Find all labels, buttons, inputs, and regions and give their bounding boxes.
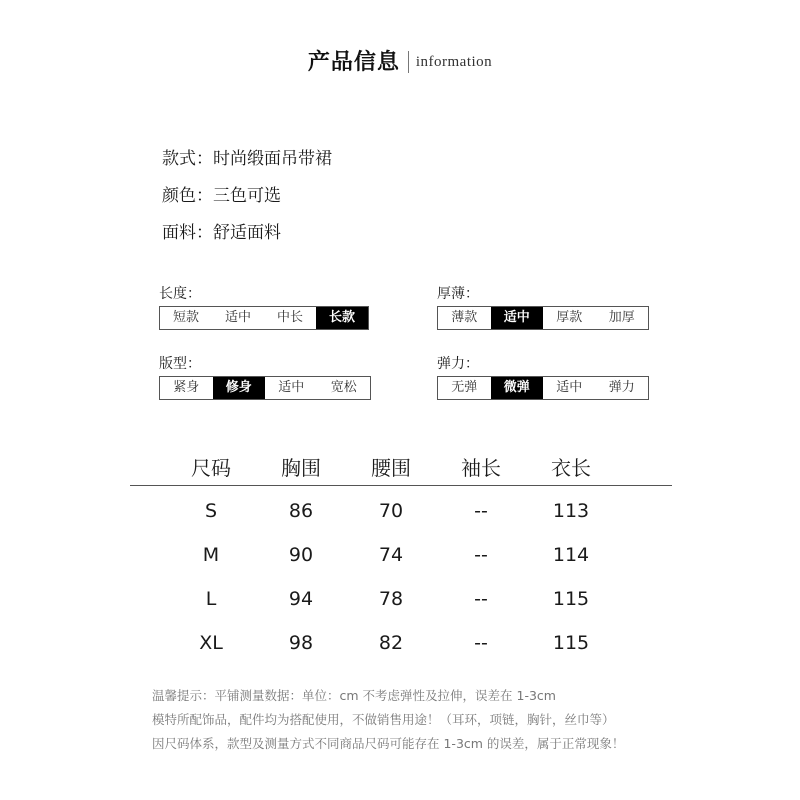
product-info [162,143,332,254]
option-fit [159,354,371,400]
table-row [130,489,672,533]
info-fabric-label: 面料： [162,223,213,243]
cell-length: 114 [552,544,590,566]
option-length [159,284,369,330]
option-length-item: 短款 [172,310,199,325]
option-thickness-item: 厚款 [556,310,583,325]
option-fit-item: 修身 [213,377,266,399]
cell-sleeve: -- [474,544,488,566]
size-notes [152,685,624,757]
info-style-value: 时尚缎面吊带裙 [213,149,332,169]
title-en: information [415,54,493,70]
header-sleeve: 袖长 [461,455,501,480]
option-fit-label: 版型： [159,356,201,372]
option-elasticity [437,354,649,400]
cell-size: M [202,544,220,566]
info-style [162,143,332,180]
note-line: 温馨提示：平铺测量数据：单位：cm 不考虑弹性及拉伸，误差在 1-3cm [152,688,556,703]
option-elasticity-item: 无弹 [451,380,478,395]
option-thickness-item: 薄款 [451,310,478,325]
cell-sleeve: -- [474,588,488,610]
option-elasticity-item: 适中 [556,380,583,395]
option-length-scale [159,306,369,330]
cell-length: 113 [552,500,590,522]
cell-waist: 82 [378,632,404,654]
cell-sleeve: -- [474,632,488,654]
table-row [130,621,672,665]
header-waist: 腰围 [371,455,411,480]
info-fabric [162,217,332,254]
cell-length: 115 [552,632,590,654]
option-thickness-scale [437,306,649,330]
option-length-item: 长款 [316,307,368,329]
note-line: 因尺码体系，款型及测量方式不同商品尺码可能存在 1-3cm 的误差，属于正常现象！ [152,736,625,751]
header-size: 尺码 [191,455,231,480]
option-elasticity-scale [437,376,649,400]
note-line: 模特所配饰品，配件均为搭配使用，不做销售用途！（耳环，项链，胸针，丝巾等） [152,712,615,727]
option-fit-scale [159,376,371,400]
option-fit-item: 宽松 [330,380,357,395]
header-length: 衣长 [551,455,591,480]
cell-waist: 78 [378,588,404,610]
cell-length: 115 [552,588,590,610]
title-zh: 产品信息 [307,49,400,75]
header-chest: 胸围 [281,455,321,480]
cell-size: XL [199,632,223,654]
cell-waist: 70 [378,500,404,522]
option-length-item: 适中 [224,310,251,325]
size-table [130,447,672,665]
size-table-header [130,447,672,486]
cell-chest: 86 [288,500,314,522]
info-color-value: 三色可选 [213,186,281,206]
title-divider [408,51,409,73]
info-fabric-value: 舒适面料 [213,223,281,243]
info-style-label: 款式： [162,149,213,169]
option-thickness-label: 厚薄： [437,286,479,302]
cell-size: S [204,500,218,522]
option-fit-item: 紧身 [173,380,200,395]
option-fit-item: 适中 [278,380,305,395]
option-elasticity-item: 弹力 [608,380,635,395]
cell-size: L [205,588,217,610]
cell-sleeve: -- [474,500,488,522]
option-thickness [437,284,649,330]
cell-chest: 90 [288,544,314,566]
info-color [162,180,332,217]
option-length-item: 中长 [276,310,303,325]
info-color-label: 颜色： [162,186,213,206]
cell-waist: 74 [378,544,404,566]
cell-chest: 94 [288,588,314,610]
option-thickness-item: 适中 [491,307,544,329]
option-elasticity-label: 弹力： [437,356,479,372]
option-length-label: 长度： [159,286,201,302]
page-title [0,45,800,79]
option-elasticity-item: 微弹 [491,377,544,399]
table-row [130,577,672,621]
cell-chest: 98 [288,632,314,654]
table-row [130,533,672,577]
option-thickness-item: 加厚 [608,310,635,325]
